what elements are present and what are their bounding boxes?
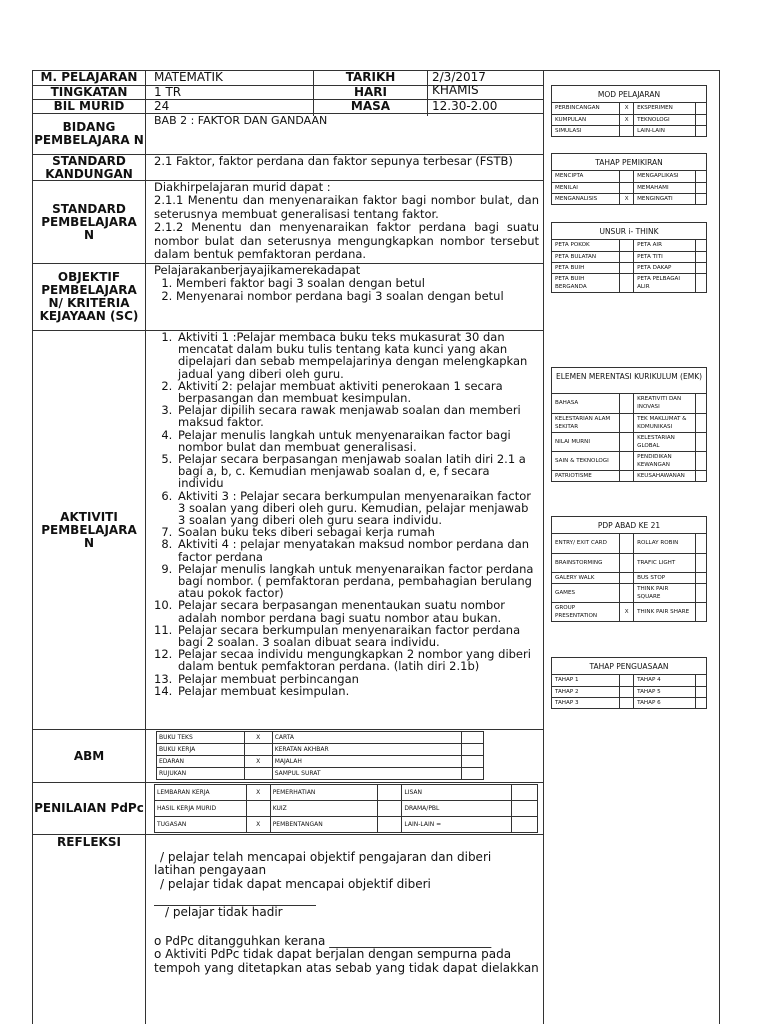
box-cell <box>695 553 706 572</box>
box-cell <box>620 240 634 251</box>
table-cell: EDARAN <box>157 756 245 768</box>
table-cell <box>512 817 538 833</box>
box-row <box>552 394 706 413</box>
box-cell: TRAFIC LIGHT <box>634 553 696 572</box>
box-cell: TAHAP 2 <box>552 686 620 697</box>
box-row <box>552 103 706 114</box>
table-cell <box>512 785 538 801</box>
box-cell: SAIN & TEKNOLOGI <box>552 451 620 470</box>
subject-value: MATEMATIK <box>154 70 223 84</box>
table-cell: LAIN-LAIN = <box>402 817 512 833</box>
table-cell: BUKU TEKS <box>157 732 245 744</box>
box-cell <box>620 572 634 583</box>
box-cell <box>620 432 634 451</box>
table-row <box>157 732 484 744</box>
box-cell: NILAI MURNI <box>552 432 620 451</box>
grid-line <box>543 70 544 1024</box>
pdp-abad-21-box <box>551 516 707 622</box>
box-row <box>552 114 706 125</box>
box-title: TAHAP PEMIKIRAN <box>552 154 706 171</box>
form-value: 1 TR <box>154 85 182 99</box>
box-cell: ROLLAY ROBIN <box>634 534 696 553</box>
reflection-line-3: / pelajar tidak hadir <box>165 905 283 919</box>
bidang-label: BIDANG PEMBELAJARA N <box>34 120 144 147</box>
reflection-line-4: o PdPc ditangguhkan kerana ___________________________ <box>154 934 492 948</box>
box-cell: GALERY WALK <box>552 572 620 583</box>
box-cell <box>695 125 706 136</box>
box-cell <box>695 273 706 292</box>
check-mark: X <box>620 103 634 114</box>
box-cell <box>695 432 706 451</box>
box-cell: PETA AIR <box>634 240 696 251</box>
box-cell: MENGANALISIS <box>552 193 620 204</box>
check-mark: X <box>620 602 634 621</box>
sp-item-2: 2.1.2 Menentu dan menyenaraikan faktor perdana bagi suatu nombor bulat dan seterusnya mengungkapkan nombor tersebut dalam bentuk pemfaktoran perdana. <box>154 220 539 262</box>
box-cell: THINK PAIR SQUARE <box>634 583 696 602</box>
table-cell: KUIZ <box>270 801 378 817</box>
box-cell: GROUP PRESENTATION <box>552 602 620 621</box>
box-title: TAHAP PENGUASAAN <box>552 658 706 675</box>
table-row <box>157 768 484 780</box>
assessment-label: PENILAIAN PdPc <box>34 801 144 815</box>
box-cell: MEMAHAMI <box>634 182 696 193</box>
check-mark: X <box>246 785 270 801</box>
box-cell: MENGINGATI <box>634 193 696 204</box>
box-cell: BUS STOP <box>634 572 696 583</box>
box-title: UNSUR i- THINK <box>552 223 706 240</box>
box-cell <box>620 534 634 553</box>
box-cell <box>620 413 634 432</box>
box-cell: PETA PELBAGAI ALIR <box>634 273 696 292</box>
table-cell: CARTA <box>272 732 461 744</box>
box-row <box>552 697 706 708</box>
table-cell <box>246 801 270 817</box>
reflection-line-5: o Aktiviti PdPc tidak dapat berjalan dengan sempurna pada <box>154 947 512 961</box>
box-cell <box>620 697 634 708</box>
reflection-label: REFLEKSI <box>57 835 121 849</box>
box-cell: KREATIVITI DAN INOVASI <box>634 394 696 413</box>
table-cell: RUJUKAN <box>157 768 245 780</box>
box-row <box>552 553 706 572</box>
emk-box <box>551 367 707 482</box>
box-row <box>552 182 706 193</box>
check-mark: X <box>244 732 272 744</box>
reflection-line-5b: tempoh yang ditetapkan atas sebab yang tidak dapat dielakkan <box>154 961 539 975</box>
form-label: TINGKATAN <box>50 85 128 99</box>
activity-item: 7. Soalan buku teks diberi sebagai kerja rumah <box>176 526 535 538</box>
activity-item: 12. Pelajar secaa individu mengungkapkan 2 nombor yang diberi dalam bentuk pemfaktoran perdana. (latih diri 2.1b) <box>176 648 535 672</box>
date-value: 2/3/2017 <box>432 70 486 84</box>
box-row <box>552 240 706 251</box>
box-title: PDP ABAD KE 21 <box>552 517 706 534</box>
subject-label: M. PELAJARAN <box>40 70 138 84</box>
box-cell <box>620 125 634 136</box>
box-row <box>552 171 706 182</box>
sk-value: 2.1 Faktor, faktor perdana dan faktor sepunya terbesar (FSTB) <box>154 154 513 168</box>
box-cell: TAHAP 1 <box>552 675 620 686</box>
table-cell <box>462 768 484 780</box>
box-cell: PATRIOTISME <box>552 470 620 481</box>
box-cell <box>620 171 634 182</box>
sp-item-1: 2.1.1 Menentu dan menyenaraikan faktor bagi nombor bulat, dan seterusnya membuat generalisasi tentang faktor. <box>154 193 539 221</box>
box-row <box>552 451 706 470</box>
table-cell: SAMPUL SURAT <box>272 768 461 780</box>
box-cell: PETA BUIH <box>552 262 620 273</box>
box-cell <box>695 583 706 602</box>
activity-item: 5. Pelajar secara berpasangan menjawab soalan latih diri 2.1 a bagi a, b, c. Kemudian menjawab soalan d, e, f secara individu <box>176 453 535 490</box>
box-cell <box>695 451 706 470</box>
table-cell <box>378 785 402 801</box>
box-cell <box>620 470 634 481</box>
box-cell: TEKNOLOGI <box>634 114 696 125</box>
box-cell: TAHAP 6 <box>634 697 696 708</box>
box-cell <box>695 686 706 697</box>
reflection-line-1: / pelajar telah mencapai objektif pengajaran dan diberi <box>160 850 492 864</box>
box-cell: TAHAP 5 <box>634 686 696 697</box>
box-cell <box>695 114 706 125</box>
table-cell: MAJALAH <box>272 756 461 768</box>
day-value: KHAMIS <box>432 83 479 97</box>
check-mark: X <box>244 756 272 768</box>
table-cell: LEMBARAN KERJA <box>155 785 247 801</box>
sp-intro: Diakhirpelajaran murid dapat : <box>154 180 331 194</box>
box-row <box>552 432 706 451</box>
objective-item: 1. Memberi faktor bagi 3 soalan dengan betul <box>176 277 539 290</box>
table-row <box>155 801 538 817</box>
box-cell <box>620 686 634 697</box>
box-row <box>552 193 706 204</box>
box-cell <box>695 675 706 686</box>
table-row <box>157 756 484 768</box>
activity-item: 2. Aktiviti 2: pelajar membuat aktiviti penerokaan 1 secara berpasangan dan membuat kesimpulan. <box>176 380 535 404</box>
objective-label: OBJEKTIF PEMBELAJARA N/ KRITERIA KEJAYAAN (SC) <box>39 270 139 323</box>
box-cell: PETA TITI <box>634 251 696 262</box>
box-cell: KELESTARIAN GLOBAL <box>634 432 696 451</box>
box-cell <box>620 394 634 413</box>
day-label: HARI <box>353 85 388 99</box>
box-cell <box>695 193 706 204</box>
box-row <box>552 686 706 697</box>
activity-item: 1. Aktiviti 1 :Pelajar membaca buku teks mukasurat 30 dan mencatat dalam buku tulis tentang kata kunci yang akan dipelajari dan sebab mempelajarinya dengan melengkapkan jadual yang diberi oleh guru. <box>176 331 535 380</box>
activity-item: 3. Pelajar dipilih secara rawak menjawab soalan dan memberi maksud faktor. <box>176 404 535 428</box>
table-cell: BUKU KERJA <box>157 744 245 756</box>
tahap-penguasaan-box <box>551 657 707 709</box>
objective-intro: Pelajarakanberjayajikamerekadapat <box>154 263 361 277</box>
box-cell <box>695 413 706 432</box>
box-cell: MENGAPLIKASI <box>634 171 696 182</box>
activity-item: 8. Aktiviti 4 : pelajar menyatakan maksud nombor perdana dan factor perdana <box>176 538 535 562</box>
box-cell <box>695 572 706 583</box>
box-cell: BRAINSTORMING <box>552 553 620 572</box>
box-cell <box>695 251 706 262</box>
ithink-box <box>551 222 707 293</box>
table-cell <box>512 801 538 817</box>
box-cell: SIMULASI <box>552 125 620 136</box>
box-cell: KEUSAHAWANAN <box>634 470 696 481</box>
box-cell <box>695 470 706 481</box>
box-cell: KUMPULAN <box>552 114 620 125</box>
reflection-line-1b: latihan pengayaan <box>154 863 267 877</box>
box-cell <box>620 182 634 193</box>
time-label: MASA <box>350 99 391 113</box>
box-cell: TAHAP 3 <box>552 697 620 708</box>
activity-item: 10. Pelajar secara berpasangan menentaukan suatu nombor adalah nombor perdana bagi suatu nombor atau bukan. <box>176 599 535 623</box>
box-cell: PERBINCANGAN <box>552 103 620 114</box>
grid-line <box>427 70 428 116</box>
box-row <box>552 572 706 583</box>
box-cell <box>620 251 634 262</box>
table-cell: PEMERHATIAN <box>270 785 378 801</box>
sp-content <box>154 181 539 261</box>
box-cell: KELESTARIAN ALAM SEKITAR <box>552 413 620 432</box>
pupils-label: BIL MURID <box>53 99 125 113</box>
table-row <box>155 817 538 833</box>
table-row <box>155 785 538 801</box>
assessment-table <box>154 784 538 833</box>
table-cell <box>378 801 402 817</box>
table-cell: DRAMA/PBL <box>402 801 512 817</box>
objective-list <box>155 277 539 302</box>
activity-list <box>155 331 535 697</box>
box-cell <box>695 697 706 708</box>
box-cell <box>620 553 634 572</box>
objective-item: 2. Menyenarai nombor perdana bagi 3 soalan dengan betul <box>176 290 539 303</box>
box-cell: BAHASA <box>552 394 620 413</box>
box-title: MOD PELAJARAN <box>552 86 706 103</box>
box-cell <box>695 103 706 114</box>
table-cell <box>244 768 272 780</box>
bidang-value: BAB 2 : FAKTOR DAN GANDAAN <box>154 114 328 127</box>
abm-label: ABM <box>73 748 105 763</box>
box-row <box>552 583 706 602</box>
pupils-value: 24 <box>154 99 170 113</box>
box-cell: ENTRY/ EXIT CARD <box>552 534 620 553</box>
box-row <box>552 262 706 273</box>
box-cell: TEK MAKLUMAT & KOMUNIKASI <box>634 413 696 432</box>
table-cell <box>244 744 272 756</box>
box-cell <box>695 262 706 273</box>
box-row <box>552 534 706 553</box>
box-row <box>552 470 706 481</box>
box-cell <box>695 602 706 621</box>
box-cell: EKSPERIMEN <box>634 103 696 114</box>
box-cell <box>695 171 706 182</box>
table-cell <box>462 744 484 756</box>
box-cell: GAMES <box>552 583 620 602</box>
box-cell <box>695 534 706 553</box>
table-cell: HASIL KERJA MURID <box>155 801 247 817</box>
box-row <box>552 602 706 621</box>
box-cell <box>620 273 634 292</box>
check-mark: X <box>246 817 270 833</box>
activity-item: 9. Pelajar menulis langkah untuk menyenaraikan factor perdana bagi nombor. ( pemfaktoran perdana, pembahagian berulang atau pokok factor) <box>176 563 535 600</box>
activity-label: AKTIVITI PEMBELAJARA N <box>41 509 137 550</box>
time-value: 12.30-2.00 <box>432 99 498 113</box>
box-cell <box>620 675 634 686</box>
box-cell <box>695 240 706 251</box>
box-cell <box>620 451 634 470</box>
box-cell: LAIN-LAIN <box>634 125 696 136</box>
box-cell <box>695 394 706 413</box>
date-label: TARIKH <box>345 70 396 84</box>
activity-item: 4. Pelajar menulis langkah untuk menyenaraikan factor bagi nombor bulat dan membuat generalisasi. <box>176 429 535 453</box>
box-cell: THINK PAIR SHARE <box>634 602 696 621</box>
table-cell: PEMBENTANGAN <box>270 817 378 833</box>
sk-label: STANDARD KANDUNGAN <box>45 153 133 181</box>
box-cell <box>620 262 634 273</box>
table-cell <box>378 817 402 833</box>
table-cell: LISAN <box>402 785 512 801</box>
table-cell <box>462 732 484 744</box>
box-row <box>552 251 706 262</box>
reflection-line-2: / pelajar tidak dapat mencapai objektif diberi <box>160 877 431 891</box>
check-mark: X <box>620 193 634 204</box>
activity-item: 11. Pelajar secara berkumpulan menyenaraikan factor perdana bagi 2 soalan. 3 soalan dibuat seara individu. <box>176 624 535 648</box>
box-row <box>552 273 706 292</box>
activity-item: 14. Pelajar membuat kesimpulan. <box>176 685 535 697</box>
box-cell: MENCIPTA <box>552 171 620 182</box>
grid-line <box>145 70 146 1024</box>
box-row <box>552 413 706 432</box>
box-row <box>552 675 706 686</box>
box-cell: PETA BULATAN <box>552 251 620 262</box>
box-cell: PENDIDIKAN KEWANGAN <box>634 451 696 470</box>
box-cell: TAHAP 4 <box>634 675 696 686</box>
box-cell <box>620 583 634 602</box>
table-cell <box>462 756 484 768</box>
mod-pelajaran-box <box>551 85 707 137</box>
activity-item: 13. Pelajar membuat perbincangan <box>176 673 535 685</box>
box-cell: MENILAI <box>552 182 620 193</box>
abm-table <box>156 731 484 780</box>
box-row <box>552 125 706 136</box>
tahap-pemikiran-box <box>551 153 707 205</box>
box-cell <box>695 182 706 193</box>
table-cell: TUGASAN <box>155 817 247 833</box>
check-mark: X <box>620 114 634 125</box>
box-title: ELEMEN MERENTASI KURIKULUM (EMK) <box>552 368 706 394</box>
activity-item: 6. Aktiviti 3 : Pelajar secara berkumpulan menyenaraikan factor 3 soalan yang diberi oleh guru. Kemudian, pelajar menjawab 3 soalan yang diberi oleh guru seara individu. <box>176 490 535 527</box>
table-row <box>157 744 484 756</box>
box-cell: PETA DAKAP <box>634 262 696 273</box>
box-cell: PETA BUIH BERGANDA <box>552 273 620 292</box>
box-cell: PETA POKOK <box>552 240 620 251</box>
sp-label: STANDARD PEMBELAJARA N <box>41 201 137 242</box>
table-cell: KERATAN AKHBAR <box>272 744 461 756</box>
